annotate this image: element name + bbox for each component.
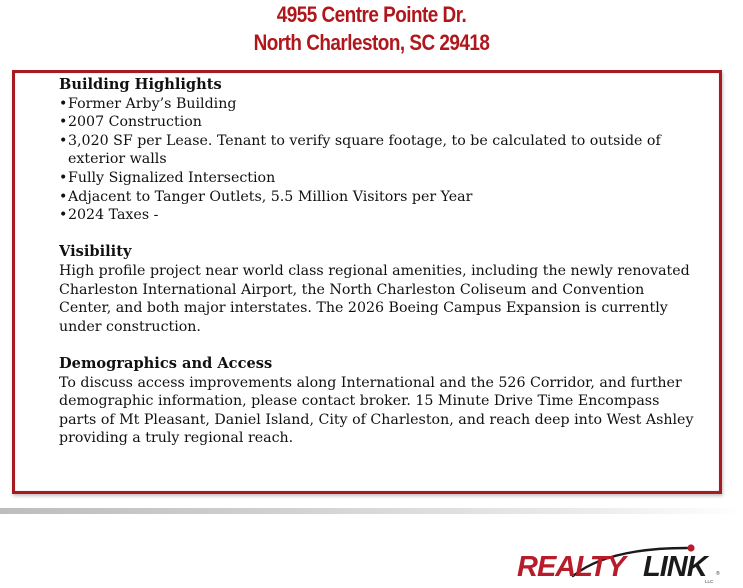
list-item: • Former Arby’s Building — [59, 95, 237, 112]
logo-llc: LLC — [705, 579, 714, 584]
section-visibility — [59, 243, 699, 336]
list-item: • Fully Signalized Intersection — [59, 169, 276, 186]
logo-word-realty: REALTY — [517, 551, 625, 583]
list-item: • 2007 Construction — [59, 114, 202, 131]
bullet-icon: • — [59, 169, 68, 186]
heading-visibility: Visibility — [59, 243, 132, 261]
section-demographics-access — [59, 355, 699, 448]
highlights-list — [59, 95, 699, 225]
realty-link-logo — [515, 540, 740, 585]
list-item: • 3,020 SF per Lease. Tenant to verify square footage, to be calculated to outside of exterior walls — [59, 132, 661, 168]
list-item: • Adjacent to Tanger Outlets, 5.5 Million Visitors per Year — [59, 188, 473, 205]
logo-graphic — [515, 540, 740, 585]
logo-word-link: LINK — [643, 551, 707, 583]
logo-registered-mark: ® — [716, 571, 720, 577]
footer-divider — [0, 508, 743, 514]
bullet-icon: • — [59, 114, 68, 131]
visibility-paragraph: High profile project near world class regional amenities, including the newly renovated Charleston International Airport, the North Charleston Coliseum and Convention Center, and both major interstates. The 2026 Boeing Campus Expansion is currently under construction. — [59, 262, 690, 335]
property-address-header — [52, 0, 691, 57]
heading-demographics-access: Demographics and Access — [59, 354, 273, 372]
property-details — [59, 76, 699, 466]
bullet-icon: • — [59, 188, 68, 205]
section-building-highlights — [59, 76, 699, 225]
bullet-icon: • — [59, 95, 68, 112]
demographics-paragraph: To discuss access improvements along International and the 526 Corridor, and further demographic information, please contact broker. 15 Minute Drive Time Encompass parts of Mt Pleasant, Daniel Island, City of Charleston, and reach deep into West Ashley providing a truly regional reach. — [59, 374, 694, 447]
bullet-icon: • — [59, 132, 68, 149]
heading-building-highlights: Building Highlights — [59, 76, 222, 93]
bullet-icon: • — [59, 207, 68, 224]
list-item: • 2024 Taxes - — [59, 207, 159, 224]
address-street: 4955 Centre Pointe Dr. — [276, 2, 467, 27]
address-city-state-zip: North Charleston, SC 29418 — [253, 30, 490, 55]
